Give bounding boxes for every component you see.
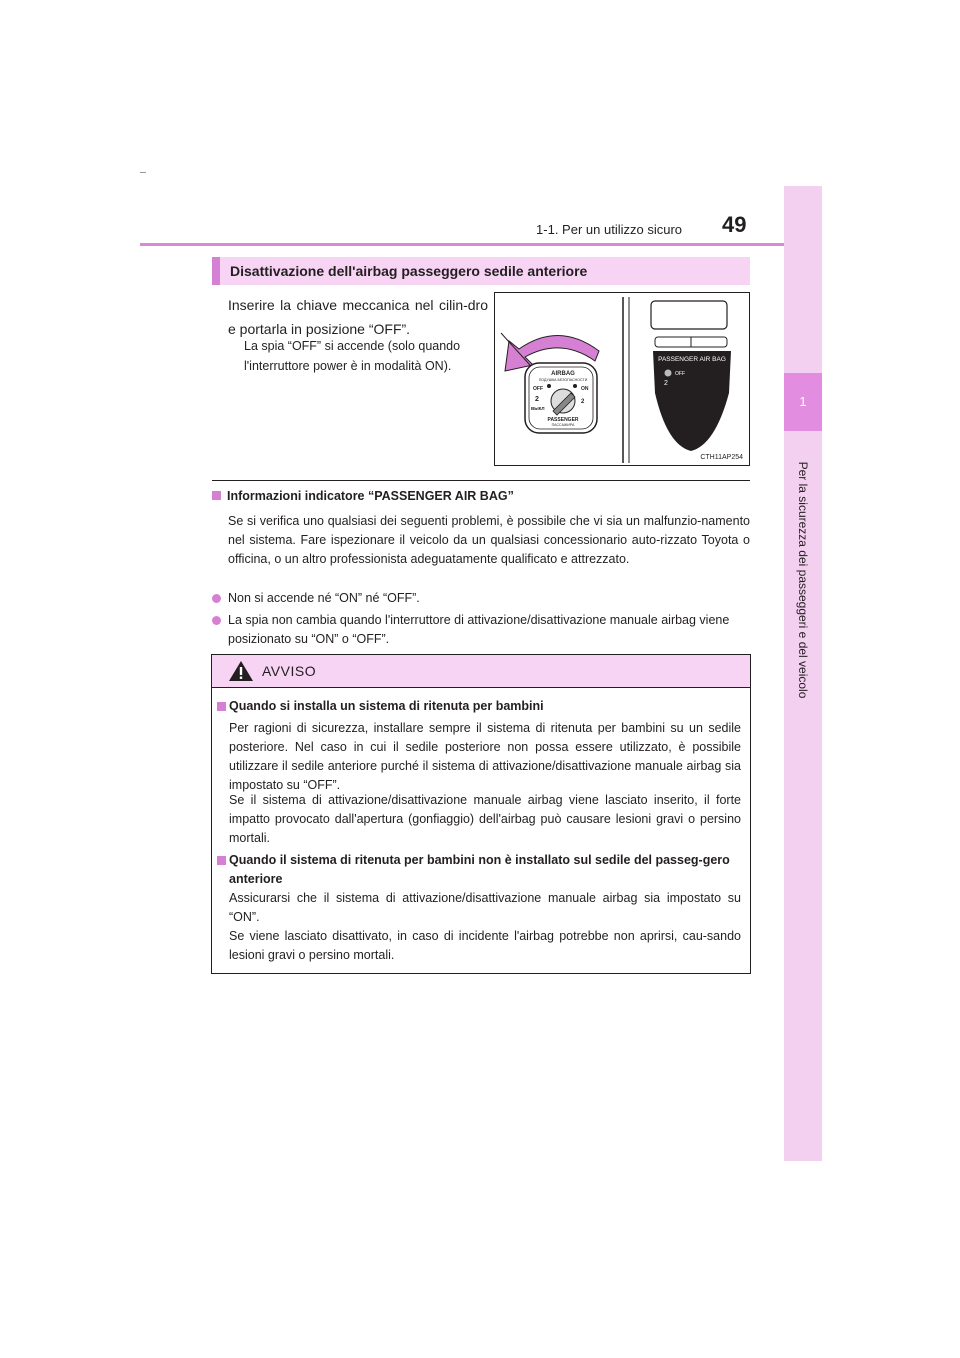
switch-label-airbag: AIRBAG [551, 371, 575, 377]
figure-code: CTH11AP254 [700, 454, 743, 461]
info-bullet [212, 589, 750, 608]
indicator-off-label: OFF [675, 371, 685, 377]
switch-label-cyrillic-passenger: ПАССАЖИРА [551, 423, 575, 427]
section-heading: Disattivazione dell'airbag passeggero sedile anteriore [212, 257, 750, 285]
warning-item-heading [217, 851, 745, 889]
indicator-label: PASSENGER AIR BAG [658, 356, 726, 363]
info-title [212, 489, 750, 503]
info-bullet-text: La spia non cambia quando l'interruttore di attivazione/disattivazione manuale airbag viene posizionato su “ON” o “OFF”. [228, 613, 730, 646]
warning-item-heading [217, 697, 745, 716]
warning-box [211, 654, 751, 974]
airbag-switch-illustration [494, 292, 750, 466]
chapter-title: Per la sicurezza dei passeggeri e del veicolo [796, 461, 810, 699]
info-title-text: Informazioni indicatore “PASSENGER AIR BAG” [227, 489, 514, 503]
warning-item-body: Assicurarsi che il sistema di attivazione/disattivazione manuale airbag sia impostato su “ON”. [229, 891, 741, 924]
warning-item-body: Se il sistema di attivazione/disattivazione manuale airbag viene lasciato inserito, il forte impatto provocato dall'apertura (gonfiaggio) dell'airbag può causare lesioni gravi o persino mortali. [229, 793, 741, 845]
square-bullet-icon [217, 856, 226, 865]
switch-label-off: OFF [533, 386, 543, 392]
switch-label-cyrillic-off: ВЫКЛ [531, 406, 545, 411]
svg-text:2: 2 [581, 399, 585, 405]
warning-item-heading-text: Quando si installa un sistema di ritenuta per bambini [229, 699, 544, 713]
section-label: 1-1. Per un utilizzo sicuro [536, 222, 682, 237]
warning-title: AVVISO [262, 663, 317, 679]
info-rule [212, 480, 750, 481]
header-rule [140, 243, 822, 246]
chapter-number: 1 [799, 394, 807, 409]
warning-item-heading-text: Quando il sistema di ritenuta per bambini non è installato sul sedile del passeg-gero anteriore [229, 853, 730, 886]
warning-triangle-icon [228, 660, 254, 682]
square-bullet-icon [217, 702, 226, 711]
warning-item-body: Se viene lasciato disattivato, in caso di incidente l'airbag potrebbe non aprirsi, cau-sando lesioni gravi o persino mortali. [229, 929, 741, 962]
info-bullet [212, 611, 750, 649]
info-body: Se si verifica uno qualsiasi dei seguenti problemi, è possibile che vi sia un malfunzio-namento nel sistema. Fare ispezionare il veicolo da un qualsiasi concessionario auto-rizzato Toyota o officina, o un altro professionista adeguatamente qualificato e attrezzato. [228, 514, 750, 566]
switch-label-passenger: PASSENGER [547, 417, 579, 423]
page-number: 49 [722, 212, 747, 237]
switch-label-on: ON [581, 386, 589, 392]
header-mark [140, 172, 146, 173]
step-instruction: Inserire la chiave meccanica nel cilin-dro e portarla in posizione “OFF”. [228, 297, 488, 337]
square-bullet-icon [212, 491, 221, 500]
bullet-dot-icon [212, 594, 221, 603]
info-bullet-text: Non si accende né “ON” né “OFF”. [228, 591, 420, 605]
warning-item-body: Per ragioni di sicurezza, installare sempre il sistema di ritenuta per bambini su un sedile posteriore. Nel caso in cui il sedile posteriore non possa essere utilizzato, è possibile utilizzare il sedile anteriore purché il sistema di attivazione/disattivazione manuale airbag sia impostato su “OFF”. [229, 721, 741, 792]
bullet-dot-icon [212, 616, 221, 625]
warning-header [212, 655, 750, 688]
step-note: La spia “OFF” si accende (solo quando l'interruttore power è in modalità ON). [244, 339, 461, 373]
svg-text:2: 2 [535, 396, 539, 403]
svg-text:2: 2 [664, 380, 668, 387]
switch-label-cyrillic-top: ПОДУШКА БЕЗОПАСНОСТИ [538, 378, 588, 382]
